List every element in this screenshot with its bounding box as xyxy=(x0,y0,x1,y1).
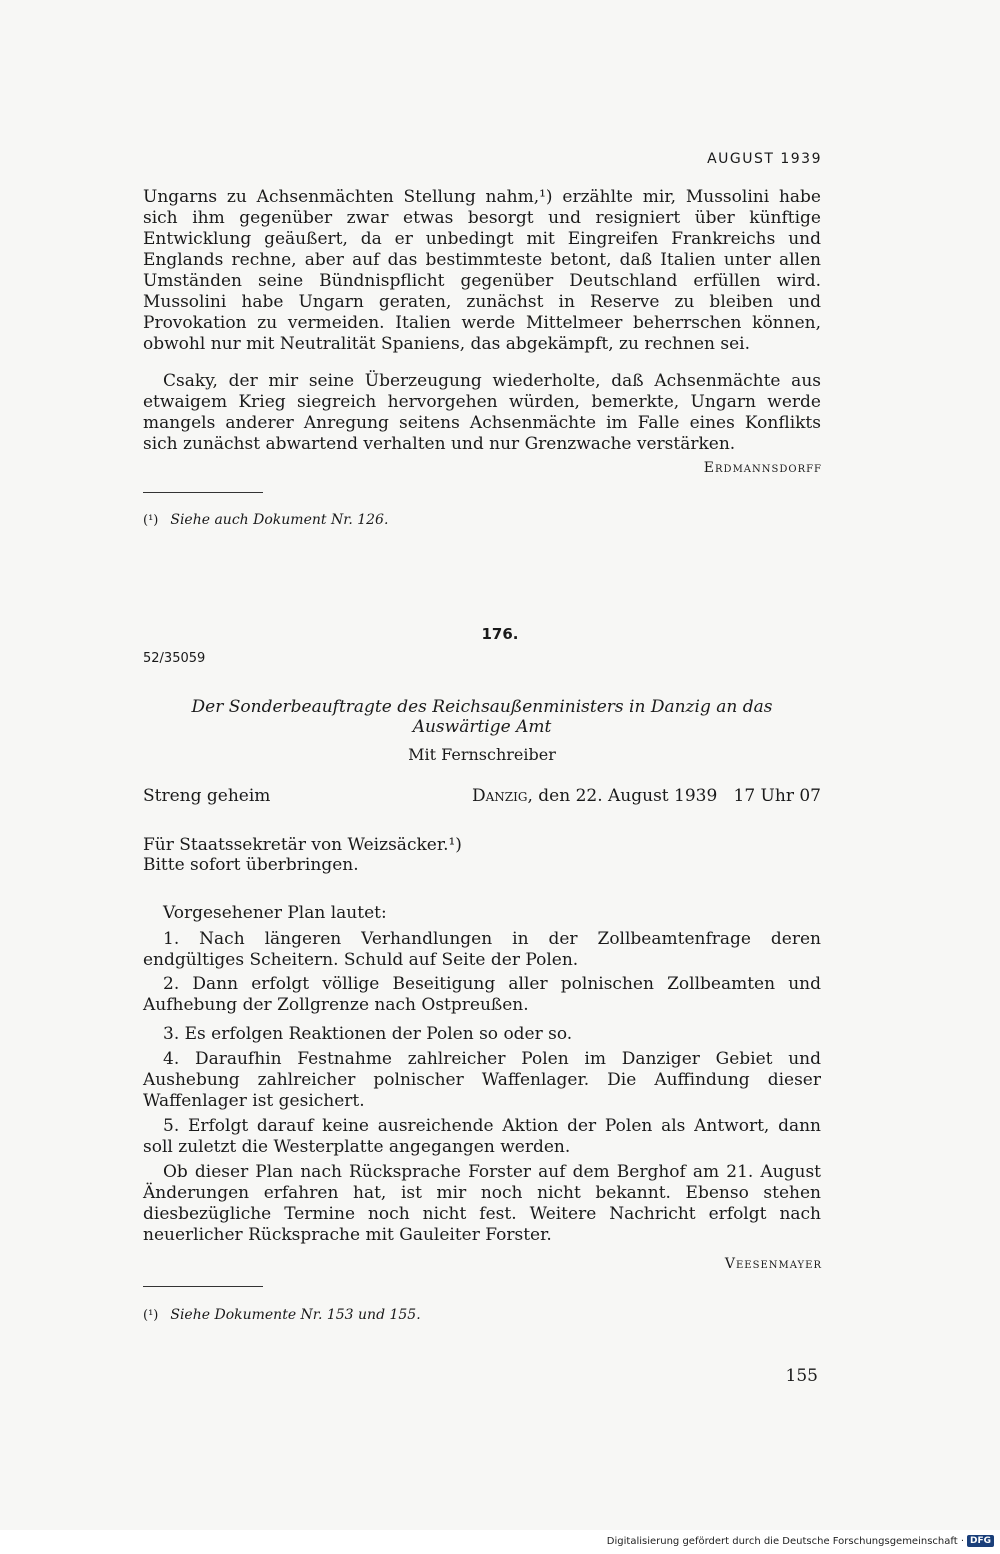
plan-item: 5. Erfolgt darauf keine ausreichende Aktion der Polen als Antwort, dann soll zuletzt die Westerplatte angegangen werden. xyxy=(143,1116,821,1157)
closing-paragraph: Ob dieser Plan nach Rücksprache Forster auf dem Berghof am 21. August Änderungen erfahren hat, ist mir noch nicht bekannt. Ebenso stehen diesbezügliche Termine noch nicht fest. Weitere Nachricht erfolgt nach neuerlicher Rücksprache mit Gauleiter Forster. xyxy=(143,1162,821,1245)
signature-veesenmayer: Veesenmayer xyxy=(724,1256,822,1272)
place-date: Danzig, den 22. August 1939 17 Uhr 07 xyxy=(472,786,821,806)
document-number: 176. xyxy=(481,625,519,643)
document-title: Der Sonderbeauftragte des Reichsaußenministers in Danzig an das Auswärtige Amt xyxy=(191,697,773,737)
page-number: 155 xyxy=(785,1366,818,1386)
section1-para2: Csaky, der mir seine Überzeugung wiederholte, daß Achsenmächte aus etwaigem Krieg siegreich hervorgehen würden, bemerkte, Ungarn werde mangels anderer Anregung seitens Achsenmächte im Falle eines Konflikts sich zunächst abwartend verhalten und nur Grenzwache verstärken. xyxy=(143,371,821,454)
footnote-1: (¹) Siehe auch Dokument Nr. 126. xyxy=(143,512,389,528)
running-head: AUGUST 1939 xyxy=(707,151,822,167)
footnote-2: (¹) Siehe Dokumente Nr. 153 und 155. xyxy=(143,1307,421,1323)
footnote-divider xyxy=(143,492,263,493)
plan-item: 3. Es erfolgen Reaktionen der Polen so oder so. xyxy=(163,1024,573,1044)
footer-credit: Digitalisierung gefördert durch die Deutsche Forschungsgemeinschaft · xyxy=(606,1536,964,1547)
plan-item: 4. Daraufhin Festnahme zahlreicher Polen im Danziger Gebiet und Aushebung zahlreicher polnischer Waffenlager. Die Auffindung dieser Waffenlager ist gesichert. xyxy=(143,1049,821,1111)
transmission-method: Mit Fernschreiber xyxy=(408,745,556,764)
plan-item: 1. Nach längeren Verhandlungen in der Zollbeamtenfrage deren endgültiges Scheitern. Schuld auf Seite der Polen. xyxy=(143,929,821,970)
signature-erdmannsdorff: Erdmannsdorff xyxy=(703,460,822,476)
plan-intro: Vorgesehener Plan lautet: xyxy=(163,903,387,923)
footnote-divider xyxy=(143,1286,263,1287)
address-block: Für Staatssekretär von Weizsäcker.¹) Bitte sofort überbringen. xyxy=(143,835,462,875)
classification: Streng geheim xyxy=(143,786,271,806)
digitization-footer xyxy=(0,1530,1000,1554)
document-reference: 52/35059 xyxy=(143,651,206,666)
dfg-logo: DFG xyxy=(967,1535,994,1547)
section1-para1: Ungarns zu Achsenmächten Stellung nahm,¹) erzählte mir, Mussolini habe sich ihm gegenüber zwar etwas besorgt und resigniert über künftige Entwicklung geäußert, da er unbedingt mit Eingreifen Frankreichs und Englands rechne, aber auf das bestimmteste betont, daß Italien unter allen Umständen seine Bündnispflicht gegenüber Deutschland erfüllen wird. Mussolini habe Ungarn geraten, zunächst in Reserve zu bleiben und Provokation zu vermeiden. Italien werde Mittelmeer beherrschen können, obwohl nur mit Neutralität Spaniens, das abgekämpft, zu rechnen sei. xyxy=(143,187,821,354)
header-row xyxy=(143,786,821,806)
plan-item: 2. Dann erfolgt völlige Beseitigung aller polnischen Zollbeamten und Aufhebung der Zollgrenze nach Ostpreußen. xyxy=(143,974,821,1015)
